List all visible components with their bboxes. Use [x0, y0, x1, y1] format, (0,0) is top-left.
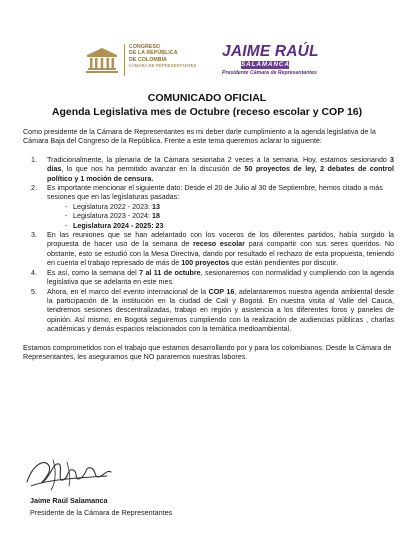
legislature-2-label: Legislatura 2023 - 2024: — [73, 212, 153, 221]
legislature-2-value: 18 — [152, 212, 160, 221]
logo-surname: SALAMANCA — [241, 61, 290, 68]
legislature-list — [47, 203, 394, 231]
congress-line-4: CÁMARA DE REPRESENTANTES — [129, 63, 197, 69]
legislature-item-3 — [65, 222, 394, 231]
document-title: COMUNICADO OFICIAL — [147, 92, 267, 104]
point-1-text-c: , lo que nos ha permitido avanzar en la discusión de — [61, 165, 245, 174]
document-subtitle: Agenda Legislativa mes de Octubre (receso escolar y COP 16) — [51, 106, 363, 118]
document-body — [23, 128, 394, 362]
legislature-3-text: Legislatura 2024 - 2025: 23 — [73, 221, 164, 230]
legislature-item-1 — [65, 203, 394, 212]
closing-paragraph: Estamos comprometidos con el trabajo que estamos desarrollando por y para los colombianos. Desde la Cámara de Representantes, les aseguramos que NO pararemos nuestras labores. — [23, 343, 392, 361]
signatory-name: Jaime Raúl Salamanca — [30, 496, 108, 505]
congress-building-icon — [84, 45, 120, 75]
point-3-recess: receso escolar — [193, 240, 245, 249]
congress-line-2: DE LA REPÚBLICA — [129, 50, 178, 57]
point-4-text-a: Es así, como la semana del — [47, 268, 140, 277]
logo-first-name: JAIME RAÚL — [222, 43, 319, 60]
point-2-text: Es importante mencionar el siguiente dato: Desde el 20 de Julio al 30 de Septiembre, hemos citado a más sesiones que en las legislaturas pasadas: — [47, 184, 383, 202]
intro-paragraph: Como presidente de la Cámara de Representantes es mi deber darle cumplimiento a la agenda legislativa de la Cámara Baja del Congreso de la República. Frente a este tema queremos aclarar lo siguiente: — [23, 128, 376, 146]
point-1 — [39, 156, 394, 184]
point-4-dates: 7 al 11 de octubre — [139, 268, 201, 277]
point-3-text-a: En las reuniones que se han adelantado con los voceros de los diferentes partidos, había surgido la propuesta de hacer uso de la semana de — [47, 231, 394, 249]
salamanca-logo — [219, 42, 319, 78]
point-4 — [39, 269, 394, 288]
points-list — [23, 156, 394, 335]
handwritten-signature — [23, 452, 113, 494]
congress-logo — [84, 42, 197, 78]
logo-caption: Presidente Cámara de Representantes — [222, 70, 317, 76]
point-1-highlight: 50 proyectos de ley, 2 debates de control político y 1 moción de censura. — [47, 165, 394, 183]
point-3-projects: 100 proyectos — [181, 259, 230, 268]
point-3-text-e: que están pendientes por discutir. — [229, 259, 338, 268]
point-5 — [39, 288, 394, 335]
signatory-role: Presidente de la Cámara de Representantes — [30, 508, 173, 517]
congress-line-3: DE COLOMBIA — [129, 56, 167, 63]
legislature-item-2 — [65, 212, 394, 221]
legislature-1-label: Legislatura 2022 - 2023: — [73, 202, 153, 211]
congress-logo-text — [129, 44, 199, 70]
point-4-text-c: , sesionaremos con normalidad y cumpliendo con la agenda legislativa que se adelanta en este mes. — [47, 268, 394, 287]
point-1-days: 3 días — [47, 155, 394, 174]
logo-divider — [124, 44, 125, 76]
point-5-text-a: Ahora, en el marco del evento internacional de la — [47, 287, 209, 296]
point-2 — [39, 184, 394, 231]
point-1-text-a: Tradicionalmente, la plenaria de la Cámara sesionaba 2 veces a la semana. Hoy, estamos sesionando — [47, 155, 391, 164]
point-5-cop: COP 16 — [208, 287, 235, 296]
point-3 — [39, 231, 394, 269]
letterhead — [0, 42, 414, 78]
point-5-text-c: , adelantaremos nuestra agenda ambiental desde la participación de la institución en la ciudad de Cali y Bogotá. En nuestra visita al Valle del Cauca, tendremos sesiones descentralizadas, trabajo en región y asistencia a los diferentes foros y paneles de opinión. Así mismo, en Bogotá seguiremos cumpliendo con la realización de audiencias públicas , charlas académicas y demás espacios relacionados con la temática medioambiental. — [47, 287, 394, 334]
point-3-text-c: para compartir con sus seres queridos. No obstante, esto se estudió con la Mesa Directiva, dando por resultado el rechazo de esta propuesta, teniendo en cuenta el trabajo represado de más de — [47, 240, 394, 268]
legislature-1-value: 13 — [152, 202, 160, 211]
congress-line-1: CONGRESO — [129, 44, 161, 50]
